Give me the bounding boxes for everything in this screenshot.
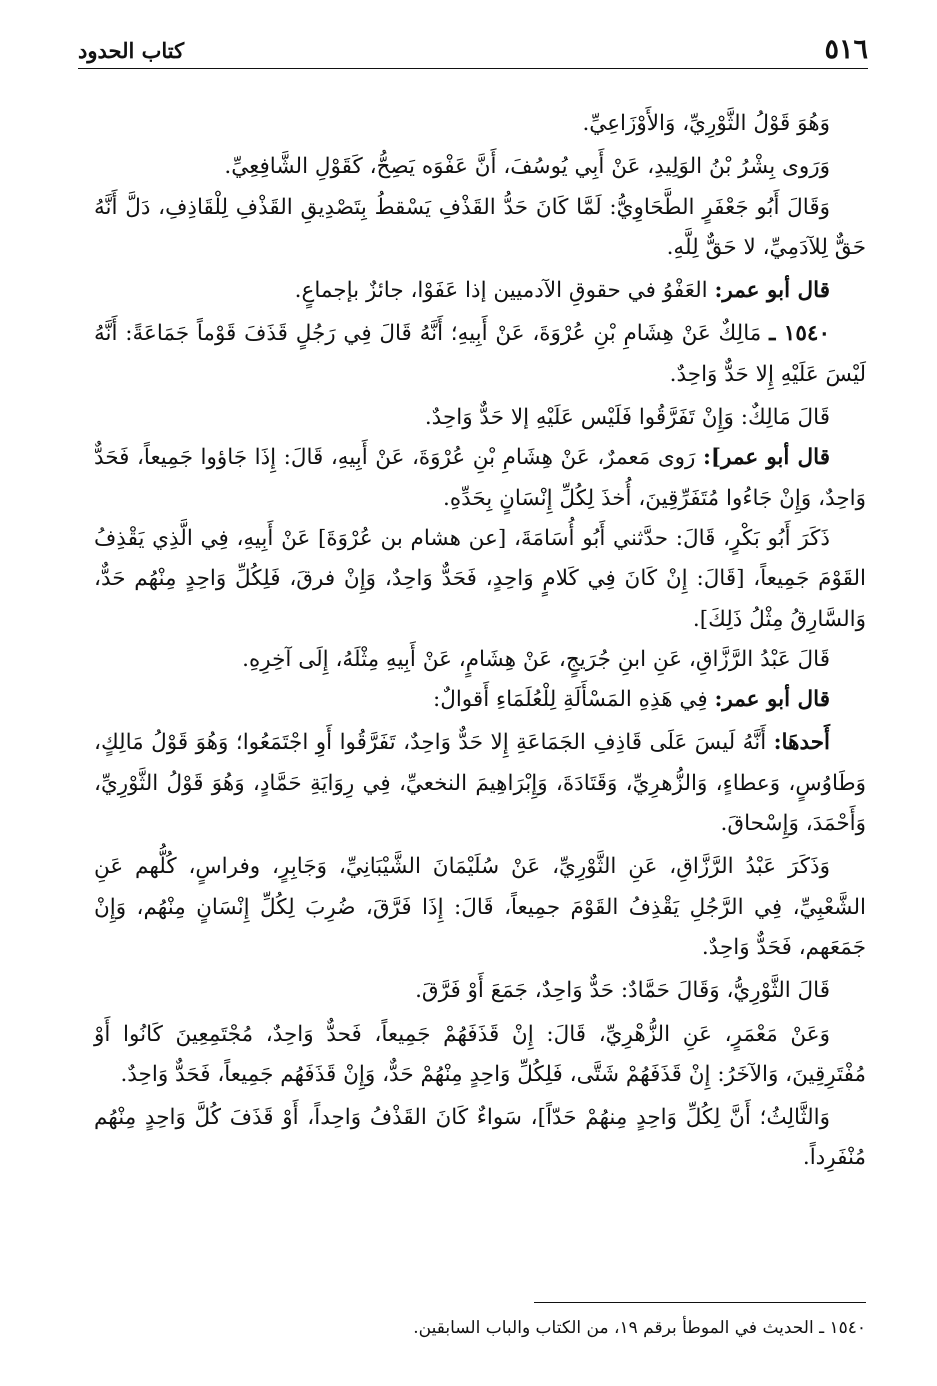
- footnote-divider: [534, 1302, 866, 1303]
- hadith-number: ١٥٤٠ ـ: [769, 321, 830, 347]
- page-number: ٥١٦: [824, 34, 868, 65]
- paragraph: قَالَ مَالِكٌ: وَإِنْ تَفَرَّقُوا فَلَيْس عَلَيْهِ إلا حَدٌّ وَاحِدٌ.: [424, 405, 830, 431]
- footnote: ١٥٤٠ ـ الحديث في الموطأ برقم ١٩، من الكتاب والباب السابقين.: [413, 1318, 866, 1338]
- paragraph: أَحدهَا: أَنَّهُ لَيسَ عَلَى قَاذِفِ الجَمَاعَةِ إِلا حَدٌّ وَاحِدٌ، تَفَرَّقُوا أَوِ اجْتَمَعُوا؛ وَهُوَ قَوْلُ مَالِكٍ، وَطَاوُسٍ، وَعطاءٍ، وَالزُّهرِيِّ، وَقَتَادَةَ، وَإِبْرَاهِيمَ النخعيِّ، فِي رِوَايَةِ حَمَّادٍ، وَهُوَ قَوْلُ الثَّوْرِيِّ، وَأَحْمَدَ، وَإِسْحاقَ.: [94, 730, 866, 837]
- paragraph: وَرَوى بِشْرُ بْنُ الوَلِيدِ، عَنْ أَبِي يُوسُفَ، أَنَّ عَفْوَه يَصِحُّ، كَقَوْلِ الشَّافِعِيِّ.: [224, 154, 830, 180]
- paragraph: ذَكَرَ أَبُو بَكْرٍ، قَالَ: حدَّثني أَبُو أُسَامَةَ، [عن هشام بن عُرْوَةَ] عَنْ أَبِيهِ، فِي الَّذِي يَقْذِفُ القَوْمَ جَمِيعاً، [قَالَ: إِنْ كَانَ فِي كَلامٍ وَاحِدٍ، فَحَدٌّ وَاحِدٌ، وَإِنْ فرقَ، فَلِكُلِّ وَاحِدٍ مِنْهُم حَدٌّ، وَالسَّارِقُ مِثْلُ ذَلِكَ].: [94, 525, 866, 632]
- page-header: [78, 34, 868, 69]
- running-title: كتاب الحدود: [78, 38, 185, 63]
- paragraph-lead: قال أبو عمر]:: [702, 445, 830, 471]
- paragraph: قَالَ الثَّوْرِيُّ، وَقَالَ حَمَّادٌ: حَدٌّ وَاحِدٌ، جَمَعَ أَوْ فَرَّقَ.: [415, 978, 830, 1004]
- paragraph: وَذَكَرَ عَبْدُ الرَّزَّاقِ، عَنِ الثَّوْرِيِّ، عَنْ سُلَيْمَانَ الشَّيْبَانِيِّ، وَجَابِرٍ، وفراسٍ، كُلُّهم عَنِ الشَّعْبِيِّ، فِي الرَّجُلِ يَقْذِفُ القَوْمَ جمِيعاً، قَالَ: إِذَا فَرَّقَ، ضُرِبَ لِكُلِّ إِنْسَانٍ مِنْهُم، وَإِنْ جَمَعَهم، فَحَدٌّ وَاحِدٌ.: [94, 854, 866, 960]
- paragraph: وَهُوَ قَوْلُ الثَّوْرِيِّ، وَالأَوْزَاعِيِّ.: [582, 111, 830, 136]
- paragraph: وَالثَّالِثُ؛ أَنَّ لِكُلِّ وَاحِدٍ مِنهُمْ حَدّاً]، سَواءٌ كَانَ القَذْفُ وَاحِداً، أَوْ قَذَفَ كُلَّ وَاحِدٍ مِنْهُم مُنْفَرِداً.: [94, 1105, 866, 1171]
- paragraph: وَقَالَ أَبُو جَعْفَرٍ الطَّحَاوِيُّ: لَمَّا كَانَ حَدُّ القَذْفِ يَسْقطُ بِتَصْدِيقِ القَذْفِ لِلْقَاذِفِ، دَلَّ أَنَّهُ حَقٌّ لِلآدَمِيِّ، لا حَقٌّ لِلَّهِ.: [94, 194, 866, 260]
- paragraph: قال أبو عمر: العَفْوُ في حقوقِ الآدميين إذا عَفَوْا، جائزٌ بإجماعٍ.: [294, 278, 830, 304]
- paragraph: قال أبو عمر]: رَوى مَعمرٌ، عَنْ هِشَامِ بْنِ عُرْوَةَ، عَنْ أَبِيهِ، قَالَ: إِذَا جَاؤوا جَمِيعاً، فَحَدٌّ وَاحِدٌ، وَإِنْ جَاءُوا مُتَفَرِّقِينَ، أُخذَ لِكُلِّ إِنْسَانٍ بِحَدِّهِ.: [94, 445, 866, 511]
- paragraph: قال أبو عمر: فِي هَذِهِ المَسْأَلَةِ لِلْعُلَمَاءِ أَقوالٌ:: [432, 687, 830, 713]
- paragraph-lead: قال أبو عمر:: [714, 687, 830, 713]
- hadith-paragraph: ١٥٤٠ ـ مَالِكٌ عَنْ هِشَامِ بْنِ عُرْوَةَ، عَنْ أَبِيهِ؛ أَنَّهُ قَالَ فِي رَجُلٍ قَذَفَ قَوْماً جَمَاعَةً: أَنَّهُ لَيْسَ عَلَيْهِ إِلا حَدٌّ وَاحِدٌ.: [94, 321, 866, 387]
- paragraph: قَالَ عَبْدُ الرَّزَّاقِ، عَنِ ابنِ جُرَيجٍ، عَنْ هِشَامٍ، عَنْ أَبِيهِ مِثْلَهُ، إِلَى آخِرِهِ.: [242, 646, 830, 672]
- paragraph-lead: أَحدهَا:: [773, 730, 830, 756]
- paragraph-lead: قال أبو عمر:: [714, 278, 830, 304]
- paragraph: وَعَنْ مَعْمَرٍ، عَنِ الزُّهْرِيِّ، قَالَ: إِنْ قَذَفَهُمْ جَمِيعاً، فَحدٌّ وَاحِدٌ، مُجْتَمِعِينَ كَانُوا أَوْ مُفْتَرِقِينَ، وَالآخَرُ: إِنْ قَذَفَهُمْ شَتَّى، فَلِكُلِّ وَاحِدٍ مِنْهُمْ حَدٌّ، وَإِنْ قَذَفَهُم جَمِيعاً، فَحَدٌّ وَاحِدٌ.: [94, 1021, 866, 1087]
- main-text: [94, 104, 866, 1179]
